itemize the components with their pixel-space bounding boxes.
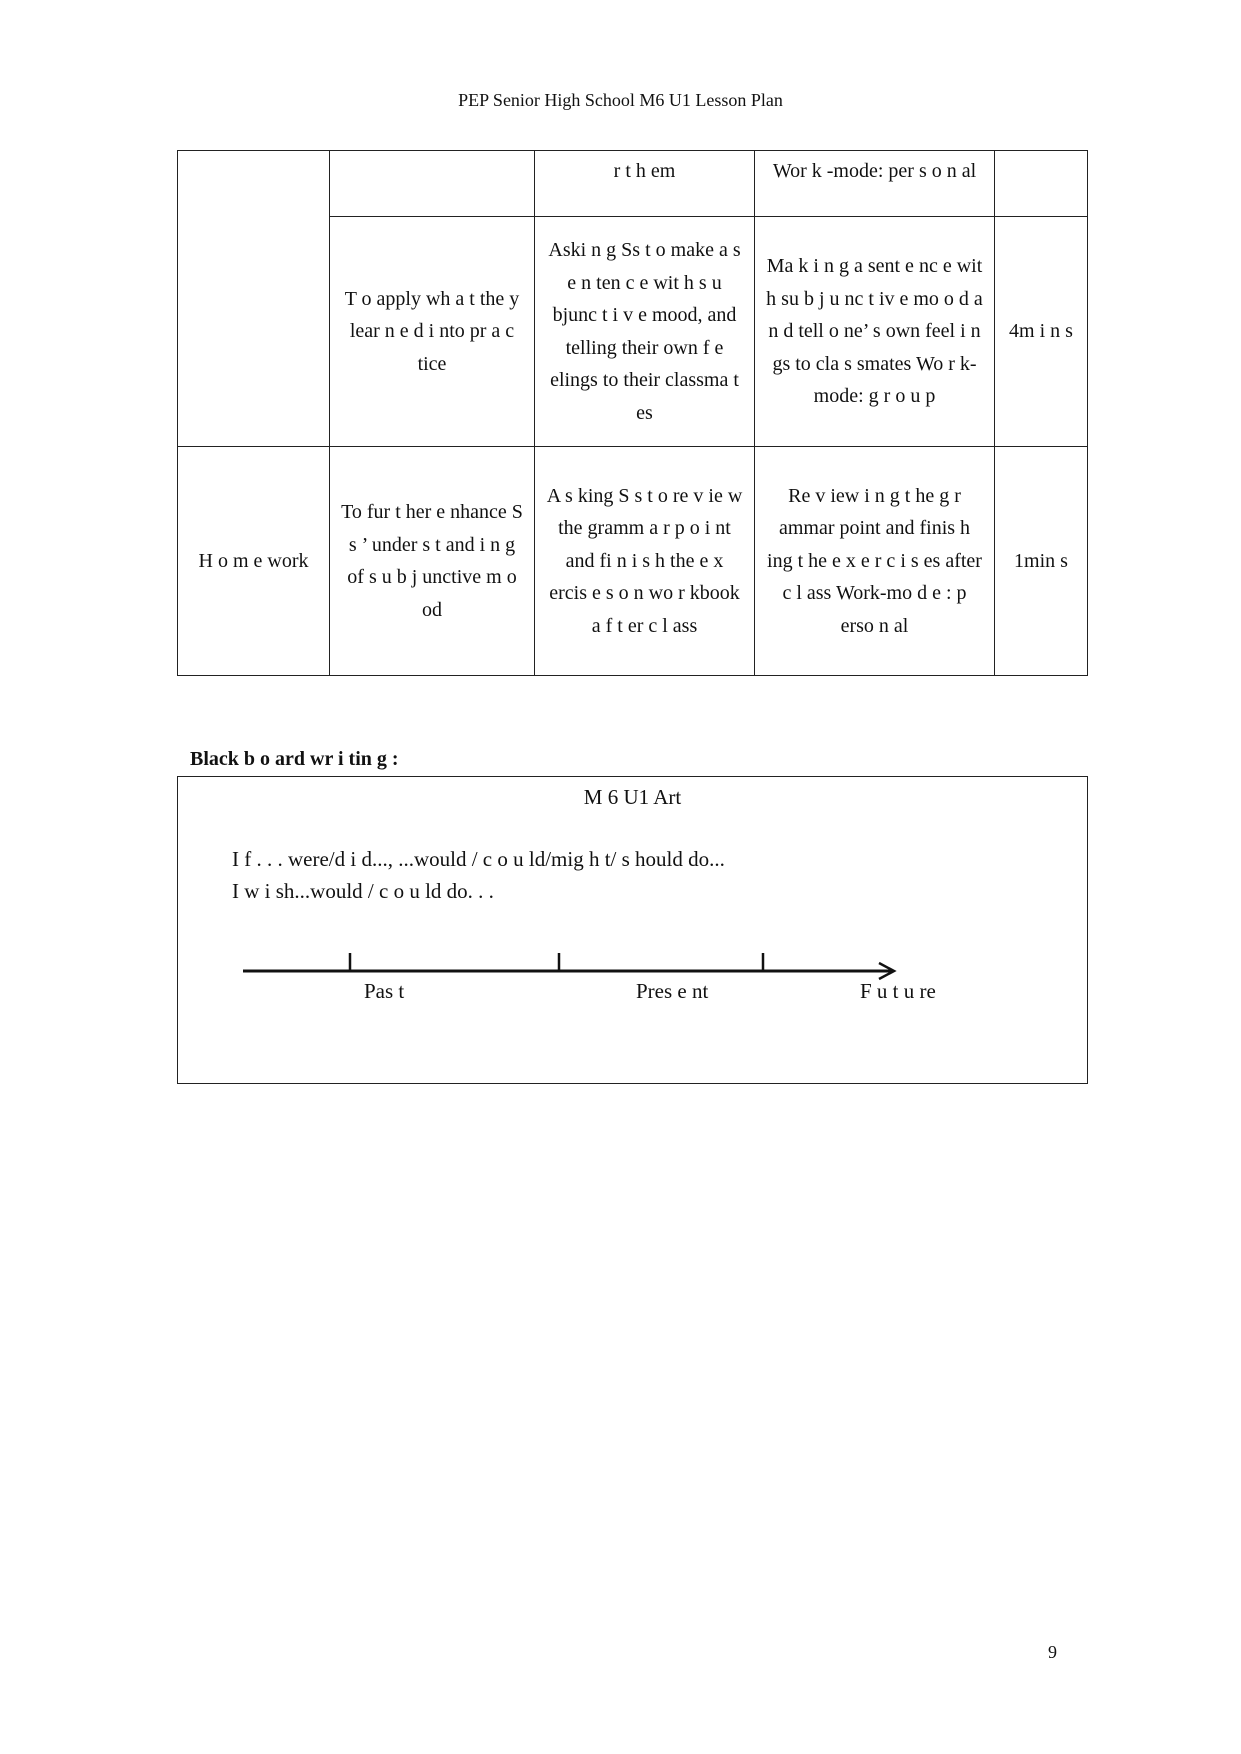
time-cell: 4m i n s — [995, 217, 1088, 447]
aim-cell — [330, 151, 535, 217]
blackboard-heading: M 6 U1 Art — [583, 785, 682, 809]
page-header: PEP Senior High School M6 U1 Lesson Plan — [458, 90, 783, 110]
timeline-label-present: Pres e nt — [636, 979, 709, 1003]
lesson-plan-table — [177, 150, 1088, 676]
teacher-activity-cell: r t h em — [535, 151, 755, 217]
stage-cell — [178, 151, 330, 447]
blackboard-box — [177, 776, 1088, 1084]
timeline-label-past: Pas t — [364, 979, 405, 1003]
blackboard-label: Black b o ard wr i tin g : — [190, 748, 399, 770]
student-activity-cell: Ma k i n g a sent e nc e wit h su b j u nc t iv e mo o d a n d tell o ne’ s own feel i n gs to cla s smates Wo r k-mode: g r o u p — [755, 217, 995, 447]
table-row — [178, 151, 1088, 217]
time-cell: 1min s — [995, 447, 1088, 676]
timeline-label-future: F u t u re — [860, 979, 936, 1003]
blackboard-line: I f . . . were/d i d..., ...would / c o u ld/mig h t/ s hould do... — [232, 847, 725, 871]
timeline — [178, 777, 1086, 1081]
aim-cell: T o apply wh a t the y lear n e d i nto pr a c tice — [330, 217, 535, 447]
blackboard-line: I w i sh...would / c o u ld do. . . — [232, 879, 494, 903]
time-cell — [995, 151, 1088, 217]
aim-cell: To fur t her e nhance S s ’ under s t and i n g of s u b j unctive m o od — [330, 447, 535, 676]
student-activity-cell: Wor k -mode: per s o n al — [755, 151, 995, 217]
stage-cell: H o m e work — [178, 447, 330, 676]
page-number: 9 — [1048, 1642, 1057, 1662]
table-row — [178, 447, 1088, 676]
teacher-activity-cell: Aski n g Ss t o make a s e n ten c e wit h s u bjunc t i v e mood, and telling their own f e elings to their classma t es — [535, 217, 755, 447]
student-activity-cell: Re v iew i n g t he g r ammar point and finis h ing t he e x e r c i s es after c l ass Work-mo d e : p erso n al — [755, 447, 995, 676]
teacher-activity-cell: A s king S s t o re v ie w the gramm a r p o i nt and fi n i s h the e x ercis e s o n wo r kbook a f t er c l ass — [535, 447, 755, 676]
